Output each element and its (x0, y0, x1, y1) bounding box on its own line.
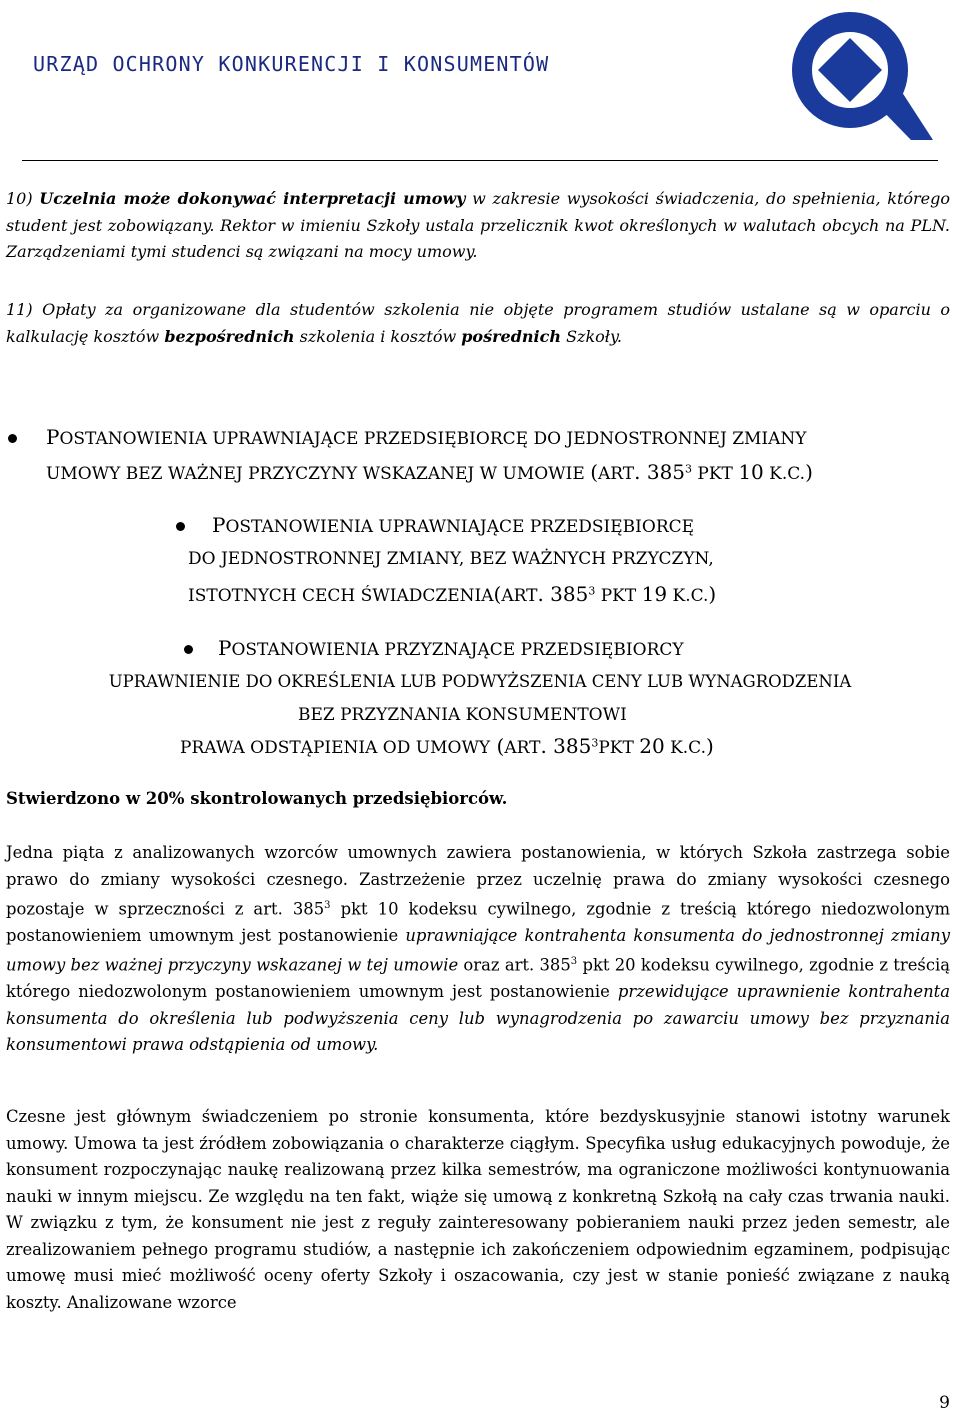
uokik-logo (788, 8, 938, 148)
point-10-text: w zakresie wysokości świadczenia, do spełnienia, którego student jest zobowiązany. Rektor w imieniu Szkoły ustala przelicznik kwot określonych w walutach obcych na PLN. Zarządzeniami tymi studenci są związani na mocy umowy. (6, 189, 951, 261)
bullet-1-kc: K.C. (763, 464, 806, 484)
bullet-2-sup: 3 (588, 584, 596, 598)
point-10-bold: Uczelnia może dokonywać interpretacji umowy (39, 189, 466, 208)
bullet-2-pkt-number: 19 (641, 582, 668, 606)
bullet-1-pkt-number: 10 (738, 460, 764, 484)
header-title: URZĄD OCHRONY KONKURENCJI I KONSUMENTÓW (33, 52, 550, 76)
point-11-text-3: Szkoły. (566, 326, 622, 346)
bullet-2-num: . 385 (537, 582, 589, 606)
bullet-3-num: . 385 (540, 734, 592, 758)
bullet-3-kc: K.C. (664, 738, 706, 758)
bullet-3-line-3-text: BEZ PRZYZNANIA KONSUMENTOWI (298, 705, 627, 725)
bullet-2-line-1 (212, 513, 694, 537)
bullet-3-line-4-text: PRAWA ODSTĄPIENIA OD UMOWY (180, 738, 491, 758)
bullet-3-close: ) (706, 734, 714, 758)
bullet-1-line-1-text: OSTANOWIENIA UPRAWNIAJĄCE PRZEDSIĘBIORCĘ DO JEDNOSTRONNEJ ZMIANY (59, 429, 807, 449)
bullet-2-pkt: PKT (595, 586, 642, 606)
page-number: 9 (939, 1393, 950, 1413)
paragraph-1-text-1: Jedna piąta z analizowanych wzorców umownych zawiera postanowienia, w których Szkoła zastrzega sobie prawo do zmiany wysokości czesnego. Zastrzeżenie przez uczelnię prawa do zmiany wysokości czesnego pozostaje w sprzeczności z art. 385 (6, 843, 950, 919)
point-11-text-1: Opłaty za organizowane dla studentów szkolenia nie objęte programem studiów ustalane są w oparciu o kalkulację kosztów (6, 300, 950, 346)
paragraph-1-sup-2: 3 (570, 956, 578, 968)
bullet-3-initial: P (218, 636, 232, 660)
bullet-3-paren: ( (490, 734, 505, 758)
bullet-2-line-3 (188, 582, 716, 606)
bullet-3-pkt: PKT (598, 738, 640, 758)
point-11-bold-2: pośrednich (461, 326, 561, 346)
bullet-2-line-1-text: OSTANOWIENIA UPRAWNIAJĄCE PRZEDSIĘBIORCĘ (225, 517, 695, 537)
paragraph-1-italic-1: uprawniające kontrahenta konsumenta do jednostronnej zmiany umowy bez ważnej przyczyny wskazanej w tej umowie (6, 925, 950, 975)
point-11-bold-1: bezpośrednich (164, 326, 295, 346)
bullet-1-line-1 (46, 425, 807, 449)
paragraph-1-sup-1: 3 (324, 900, 331, 911)
bullet-1-close: ) (805, 460, 813, 484)
bullet-1-initial: P (46, 425, 60, 449)
point-11-number: 11) (6, 300, 33, 319)
paragraph-1-text-3: oraz art. 385 (458, 955, 571, 975)
bullet-2-line-2 (188, 549, 714, 569)
paragraph-1-text-2: pkt 10 kodeksu cywilnego, zgodnie z treścią którego niedozwolonym postanowieniem umownym jest postanowienie (6, 899, 951, 945)
point-10 (6, 186, 950, 266)
paragraph-1-text-4: pkt 20 kodeksu cywilnego, zgodnie z treścią którego niedozwolonym postanowieniem umownym jest postanowienie (6, 955, 951, 1002)
bullet-1-dot (8, 434, 17, 443)
bullet-1-line-2-text: UMOWY BEZ WAŻNEJ PRZYCZYNY WSKAZANEJ W UMOWIE (46, 464, 585, 484)
bullet-3-line-1 (218, 636, 684, 660)
bullet-1-num: . 385 (634, 460, 686, 484)
bullet-3-line-3 (298, 705, 627, 725)
bullet-3-line-2 (6, 672, 954, 691)
bullet-1-art: ART (598, 464, 635, 484)
finding-statement: Stwierdzono w 20% skontrolowanych przedsiębiorców. (6, 789, 508, 808)
header-divider (22, 160, 938, 161)
bullet-3-line-1-text: OSTANOWIENIA PRZYZNAJĄCE PRZEDSIĘBIORCY (231, 640, 684, 660)
bullet-1-pkt: PKT (692, 464, 739, 484)
bullet-1-line-2 (46, 460, 813, 484)
bullet-3-sup: 3 (591, 736, 599, 750)
bullet-2-close: ) (708, 582, 717, 606)
point-11 (6, 297, 950, 350)
bullet-3-line-2-text: UPRAWNIENIE DO OKREŚLENIA LUB PODWYŻSZENIA CENY LUB WYNAGRODZENIA (108, 672, 852, 691)
bullet-1-sup: 3 (685, 462, 693, 476)
bullet-2-line-2-text: DO JEDNOSTRONNEJ ZMIANY, BEZ WAŻNYCH PRZYCZYN, (188, 549, 714, 569)
bullet-3-pkt-number: 20 (639, 734, 665, 758)
bullet-3-line-4 (180, 734, 714, 758)
bullet-2-paren: ( (493, 582, 502, 606)
bullet-3-dot (184, 645, 193, 654)
point-10-number: 10) (6, 189, 33, 208)
bullet-2-kc: K.C. (667, 586, 709, 606)
bullet-2-dot (176, 522, 185, 531)
bullet-1-paren: ( (590, 460, 598, 484)
paragraph-1 (6, 840, 950, 1059)
point-11-text-2: szkolenia i kosztów (299, 326, 457, 346)
paragraph-1-italic-2: przewidujące uprawnienie kontrahenta konsumenta do określenia lub podwyższenia ceny lub wynagrodzenia po zawarciu umowy bez przyznania konsumentowi prawa odstąpienia od umowy. (6, 982, 950, 1055)
bullet-2-line-3-text: ISTOTNYCH CECH ŚWIADCZENIA (188, 586, 494, 606)
bullet-3-art: ART (504, 738, 541, 758)
bullet-2-art: ART (501, 586, 538, 606)
paragraph-2: Czesne jest głównym świadczeniem po stronie konsumenta, które bezdyskusyjnie stanowi istotny warunek umowy. Umowa ta jest źródłem zobowiązania o charakterze ciągłym. Specyfika usług edukacyjnych powoduje, że konsument rozpoczynając naukę realizowaną przez kilka semestrów, ma ograniczone możliwości kontynuowania nauki w innym miejscu. Ze względu na ten fakt, wiąże się umową z konkretną Szkołą na cały czas trwania nauki. W związku z tym, że konsument nie jest z reguły zainteresowany pobieraniem nauki przez jeden semestr, ale zrealizowaniem pełnego programu studiów, a następnie ich zakończeniem odpowiednim egzaminem, podpisując umowę musi mieć możliwość oceny oferty Szkoły i oszacowania, czy jest w stanie ponieść związane z nauką koszty. Analizowane wzorce (6, 1107, 950, 1312)
bullet-2-initial: P (212, 513, 226, 537)
